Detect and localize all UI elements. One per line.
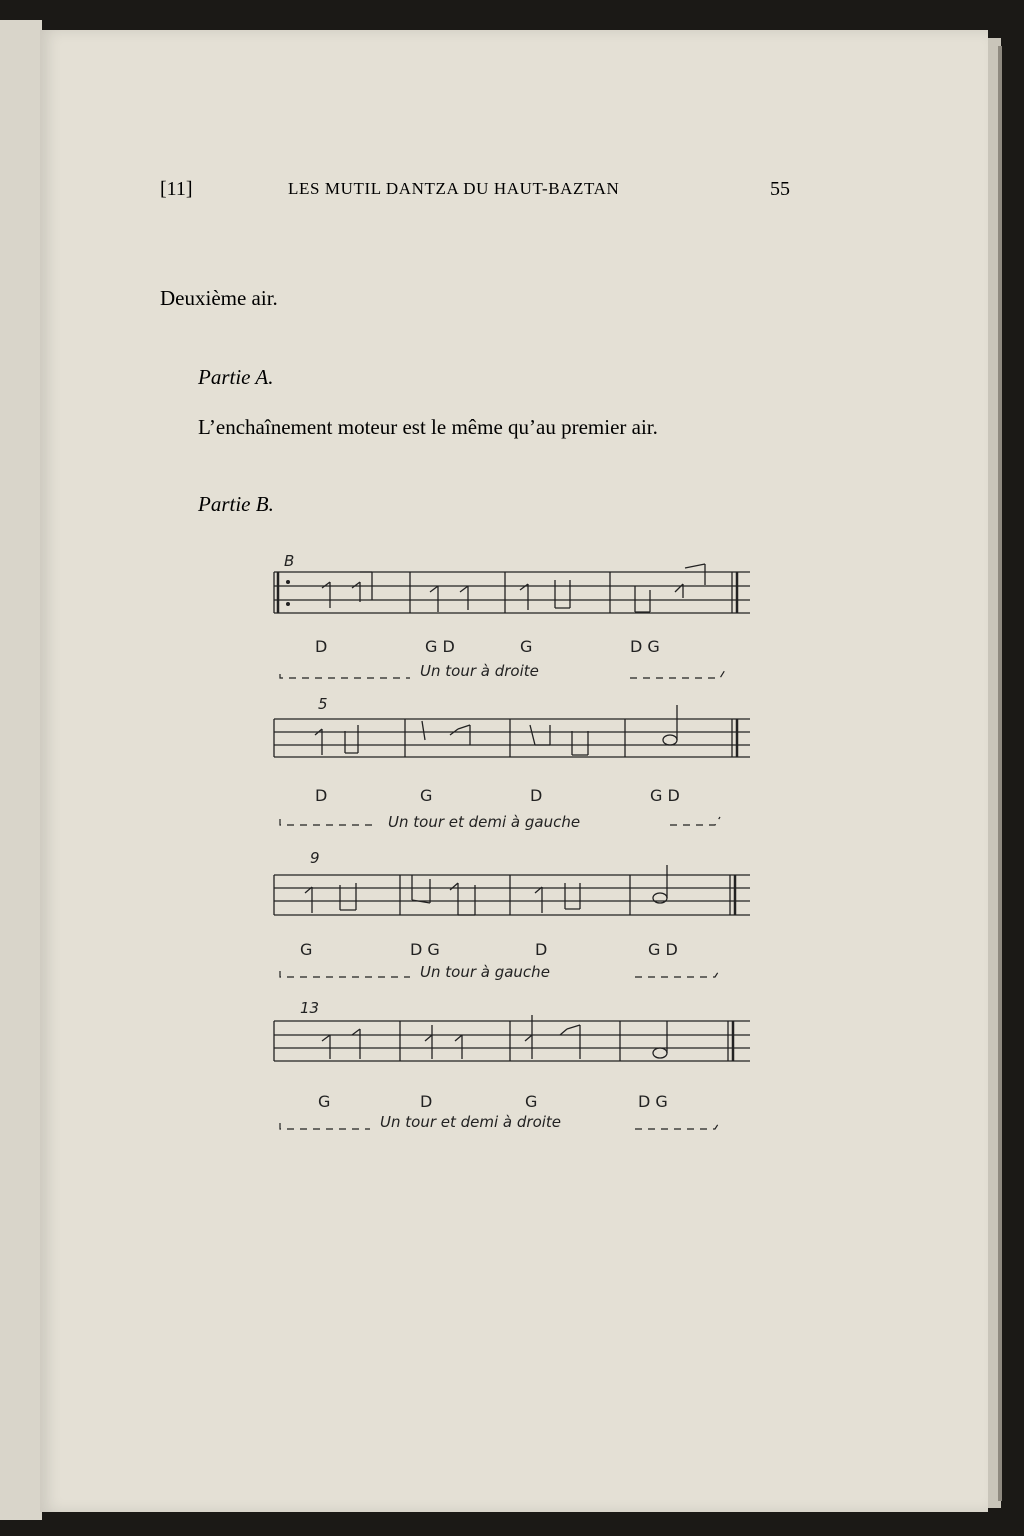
score-system-4 (260, 995, 760, 1135)
part-a-text: L’enchaînement moteur est le même qu’au premier air. (198, 415, 658, 439)
score-system-2 (260, 695, 760, 835)
air-heading: Deuxième air. (160, 286, 278, 310)
measure-number: 5 (318, 695, 328, 713)
chord-label: D (420, 1092, 433, 1111)
chord-label: D (315, 637, 328, 656)
chord-label: D (530, 786, 543, 805)
score-system-3 (260, 845, 760, 985)
chord-label: G (525, 1092, 538, 1111)
running-title: LES MUTIL DANTZA DU HAUT-BAZTAN (288, 179, 620, 198)
chord-label: G (520, 637, 533, 656)
chord-label: G D (425, 637, 455, 656)
dance-direction: Un tour à droite (420, 662, 539, 680)
part-a-label: Partie A. (198, 365, 274, 389)
measure-number: 9 (310, 849, 320, 867)
chord-label: D (535, 940, 548, 959)
previous-page-edge (0, 20, 42, 1520)
chord-label: D (315, 786, 328, 805)
score-system-1 (260, 550, 760, 690)
chord-label: D G (630, 637, 660, 656)
dance-direction: Un tour et demi à gauche (388, 813, 581, 831)
chord-label: D G (638, 1092, 668, 1111)
section-number: [11] (160, 178, 193, 200)
chord-label: G D (648, 940, 678, 959)
chord-label: G D (650, 786, 680, 805)
measure-number: 13 (300, 999, 320, 1017)
chord-label: D G (410, 940, 440, 959)
part-b-label: Partie B. (198, 492, 274, 516)
page-stack-shadow (998, 46, 1002, 1501)
chord-label: G (300, 940, 313, 959)
dance-direction: Un tour à gauche (420, 963, 550, 981)
chord-label: G (420, 786, 433, 805)
running-header (160, 178, 790, 208)
dance-direction: Un tour et demi à droite (380, 1113, 562, 1131)
page-number: 55 (770, 178, 790, 200)
chord-label: G (318, 1092, 331, 1111)
section-mark: B (284, 552, 295, 570)
